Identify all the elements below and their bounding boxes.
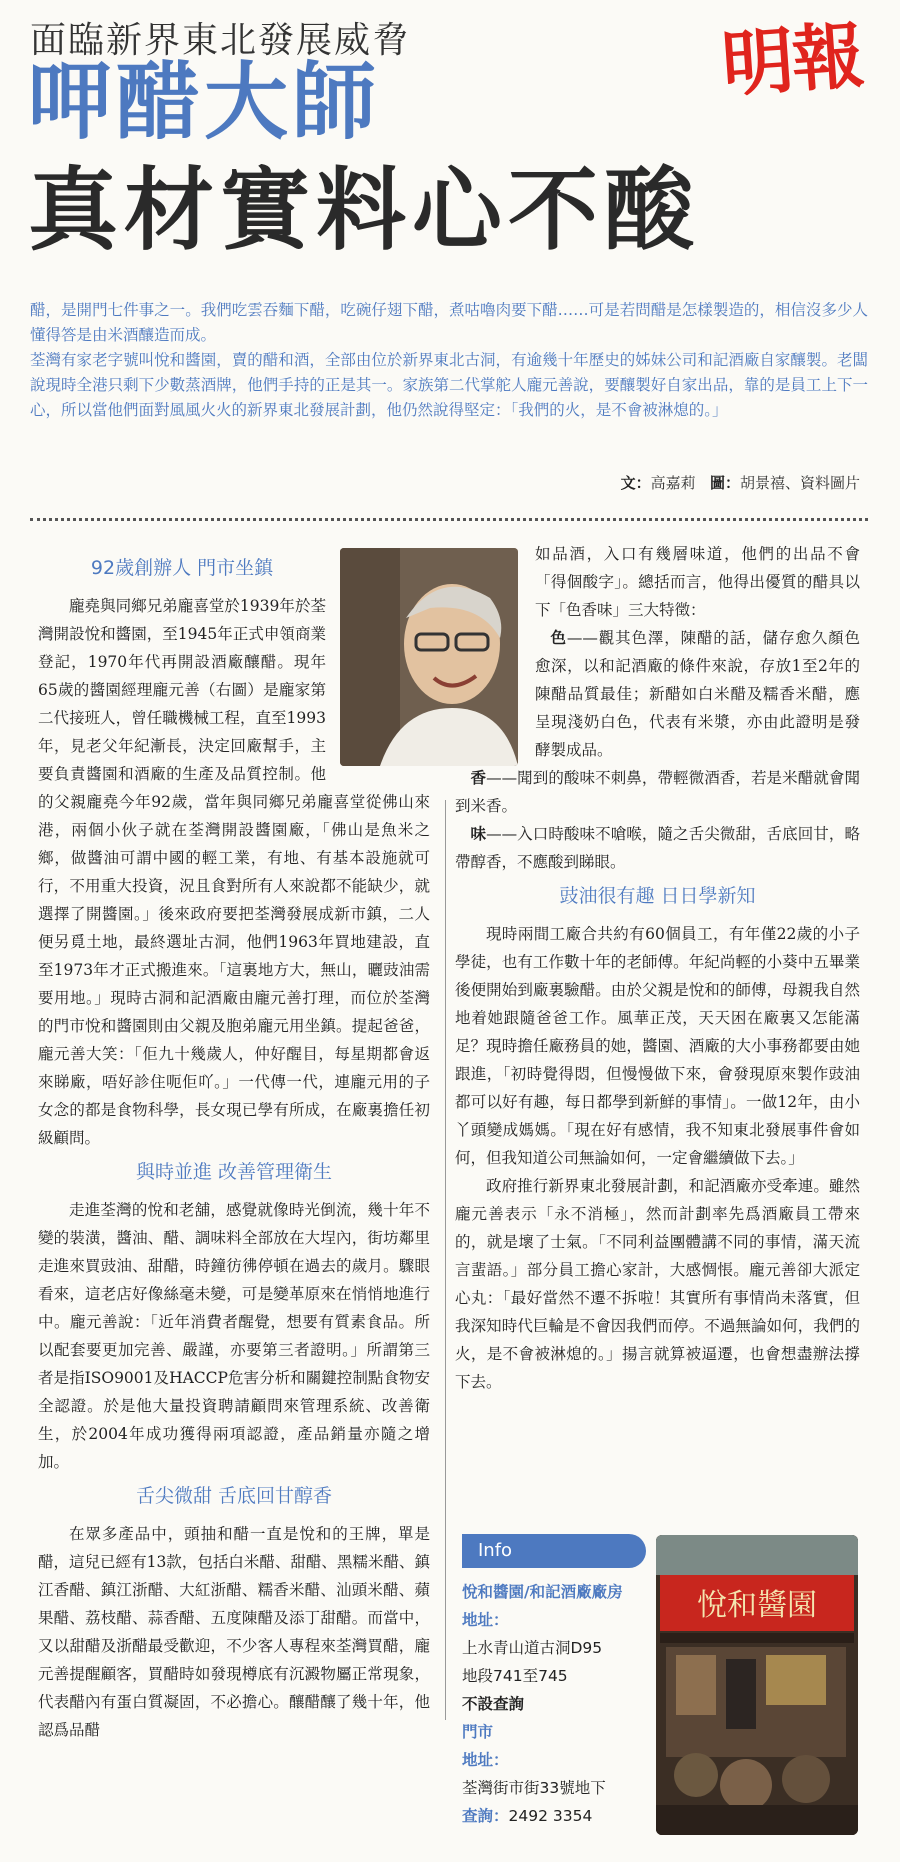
paragraph-staff: 現時兩間工廠合共約有60個員工，有年僅22歲的小子學徒，也有工作數十年的老師傅。年紀尚輕的小葵中五畢業後便開始到廠裏驗醋。由於父親是悅和的師傅，母親我自然地着她跟隨爸爸工作。風華正茂，天天困在廠裏又怎能滿足？現時擔任廠務員的她，醬園、酒廠的大小事務都要由她跟進，「初時覺得悶，但慢慢做下來，會發現原來製作豉油都可以好有趣，每日都學到新鮮的事情」。一做12年，由小丫頭變成媽媽。「現在好有感情，我不知東北發展事件會如何，但我知道公司無論如何，一定會繼續做下去。」	[455, 925, 860, 1167]
info-shop-address-label: 地址：	[462, 1751, 509, 1769]
subheading-management: 與時並進 改善管理衛生	[135, 1161, 333, 1183]
trait-aroma-label: 香	[470, 768, 487, 787]
info-no-enquiry: 不設查詢	[462, 1695, 525, 1713]
column-divider	[445, 800, 446, 1720]
headline-line2: 真材實料心不酸	[28, 158, 700, 263]
paragraph-development: 政府推行新界東北發展計劃，和記酒廠亦受牽連。雖然龐元善表示「永不消極」，然而計劃率先爲酒廠員工帶來的，就是壞了士氣。「不同利益團體講不同的事情，滿天流言蜚語。」部分員工擔心家計，大感惆悵。龐元善卻大派定心丸：「最好當然不遷不拆啦！其實所有事情尚未落實，但我深知時代巨輪是不會因我們而停。不過無論如何，我們的火，是不會被淋熄的。」揚言就算被逼遷，也會想盡辦法撐下去。	[455, 1177, 860, 1391]
info-venue-name: 悅和醬園/和記酒廠廠房	[462, 1583, 623, 1601]
intro-lede	[30, 298, 868, 423]
kicker: 面臨新界東北發展威脅	[30, 20, 411, 61]
info-tel: 2492 3354	[508, 1807, 593, 1825]
info-block	[462, 1578, 650, 1830]
shopfront-photo	[656, 1535, 858, 1835]
info-address-label: 地址：	[462, 1611, 509, 1629]
info-badge: Info	[462, 1534, 646, 1568]
trait-colour	[455, 624, 860, 764]
photo-float-spacer	[326, 548, 430, 776]
subheading-founder: 92歲創辦人 門市坐鎮	[90, 557, 274, 579]
info-address-line2: 地段741至745	[462, 1667, 568, 1685]
paragraph-management: 走進荃灣的悅和老舖，感覺就像時光倒流，幾十年不變的裝潢，醬油、醋、調味料全部放在大埕內，街坊鄰里走進來買豉油、甜醋，時鐘彷彿停頓在過去的歲月。驟眼看來，這老店好像絲毫未變，可是變革原來在悄悄地進行中。龐元善說：「近年消費者醒覺，想要有質素食品。所以配套要更加完善、嚴謹，亦要第三者證明。」所謂第三者是指ISO9001及HACCP危害分析和關鍵控制點食物安全認證。於是他大量投資聘請顧問來管理系統、改善衛生，於2004年成功獲得兩項認證，產品銷量亦隨之增加。	[38, 1201, 430, 1471]
subheading-soysauce: 豉油很有趣 日日學新知	[559, 885, 756, 907]
trait-taste	[455, 820, 860, 876]
shop-sign-text: 悅和醬園	[697, 1588, 817, 1623]
byline-text-author: 高嘉莉	[650, 474, 696, 492]
paragraph-tasting: 如品酒，入口有幾層味道，他們的出品不會「得個酸字」。總括而言，他得出優質的醋具以下「色香味」三大特徵：	[535, 545, 860, 619]
dotted-divider	[30, 518, 868, 521]
byline	[621, 472, 860, 493]
article-column-left	[38, 548, 430, 1744]
intro-paragraph: 荃灣有家老字號叫悅和醬園，賣的醋和酒，全部由位於新界東北古洞，有逾幾十年歷史的姊妹公司和記酒廠自家釀製。老闆說現時全港只剩下少數蒸酒牌，他們手持的正是其一。家族第二代掌舵人龐元善說，要釀製好自家出品，靠的是員工上下一心，所以當他們面對風風火火的新界東北發展計劃，他仍然說得堅定：「我們的火，是不會被淋熄的。」	[30, 351, 868, 419]
masthead-logo: 明報	[719, 12, 865, 107]
byline-text-label: 文：	[620, 474, 651, 492]
byline-photo-label: 圖：	[709, 474, 740, 492]
info-shop-address: 荃灣街市街33號地下	[462, 1779, 606, 1797]
trait-colour-text: ——觀其色澤，陳醋的話，儲存愈久顏色愈深，以和記酒廠的條件來說，存放1至2年的陳醋品質最佳；新醋如白米醋及糯香米醋，應呈現淺奶白色，代表有米漿，亦由此證明是發酵製成品。	[535, 629, 860, 759]
subheading-taste: 舌尖微甜 舌底回甘醇香	[135, 1485, 333, 1507]
info-shop-label: 門市	[462, 1723, 494, 1741]
paragraph-products: 在眾多產品中，頭抽和醋一直是悅和的王牌，單是醋，這兒已經有13款，包括白米醋、甜醋、黑糯米醋、鎮江香醋、鎮江浙醋、大紅浙醋、糯香米醋、汕頭米醋、蘋果醋、荔枝醋、蒜香醋、五度陳醋及添丁甜醋。而當中，又以甜醋及浙醋最受歡迎，不少客人專程來荃灣買醋，龐元善提醒顧客，買醋時如發現樽底有沉澱物屬正常現象，代表醋內有蛋白質凝固，不必擔心。釀醋釀了幾十年，他認爲品醋	[38, 1525, 430, 1739]
info-tel-label: 查詢：	[462, 1807, 509, 1825]
trait-colour-label: 色	[550, 628, 567, 647]
trait-aroma	[455, 764, 860, 820]
trait-taste-label: 味	[470, 824, 487, 843]
intro-paragraph: 醋，是開門七件事之一。我們吃雲吞麵下醋，吃碗仔翅下醋，煮咕嚕肉要下醋……可是若問醋是怎樣製造的，相信沒多少人懂得答是由米酒釀造而成。	[30, 301, 868, 344]
info-address-line1: 上水青山道古洞D95	[462, 1639, 603, 1657]
headline-line1: 呷醋大師	[28, 53, 381, 151]
byline-photo-author: 胡景禧、資料圖片	[739, 474, 860, 492]
article-column-right	[455, 540, 860, 1396]
trait-aroma-text: ——聞到的酸味不刺鼻，帶輕微酒香，若是米醋就會聞到米香。	[455, 769, 860, 815]
trait-taste-text: ——入口時酸味不嗆喉，隨之舌尖微甜，舌底回甘，略帶醇香，不應酸到睇眼。	[455, 825, 860, 871]
paragraph-history-text: 龐堯與同鄉兄弟龐喜堂於1939年於荃灣開設悅和醬園，至1945年正式申領商業登記，1970年代再開設酒廠釀醋。現年65歲的醬園經理龐元善（右圖）是龐家第二代接班人，曾任職機械工程，直至1993年，見老父年紀漸長，決定回廠幫手，主要負責醬園和酒廠的生產及品質控制。他的父親龐堯今年92歲，當年與同鄉兄弟龐喜堂從佛山來港，兩個小伙子就在荃灣開設醬園廠，「佛山是魚米之鄉，做醬油可謂中國的輕工業，有地、有基本設施就可行，不用重大投資，況且食對所有人來說都不能缺少，就選擇了開醬園。」後來政府要把荃灣發展成新市鎮，二人便另覓土地，最終選址古洞，他們1963年買地建設，直至1973年才正式搬進來。「這裏地方大，無山，曬豉油需要用地。」現時古洞和記酒廠由龐元善打理，而位於荃灣的門市悅和醬園則由父親及胞弟龐元用坐鎮。提起爸爸，龐元善大笑：「佢九十幾歲人，仲好醒目，每星期都會返來睇廠，唔好診住呃佢吖。」一代傳一代，連龐元用的子女念的都是食物科學，長女現已學有所成，在廠裏擔任初級顧問。	[38, 597, 430, 1147]
